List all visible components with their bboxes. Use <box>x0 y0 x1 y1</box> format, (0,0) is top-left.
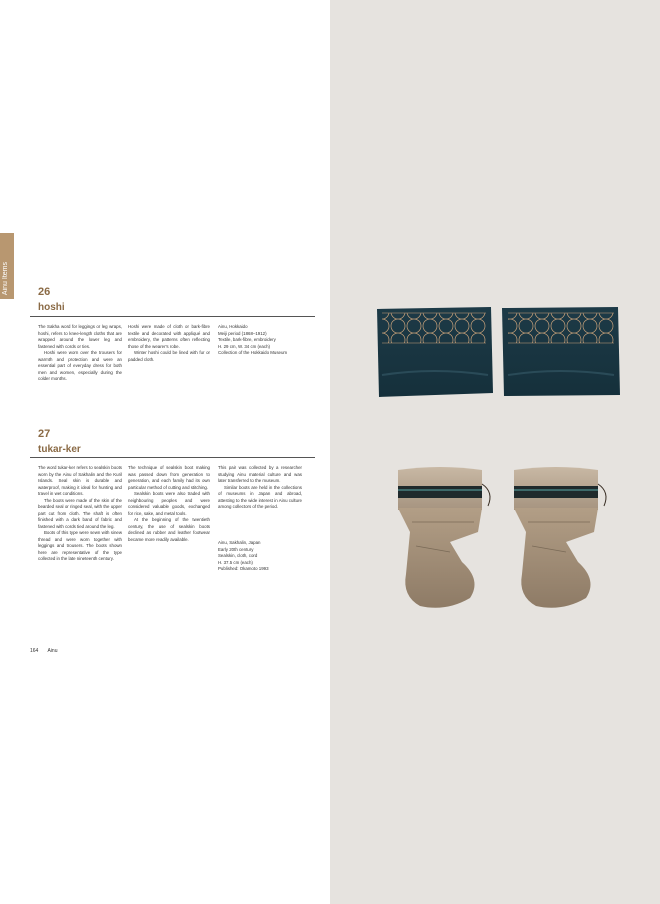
section-tab <box>0 233 14 299</box>
paragraph: Sealskin boots were also traded with neighbouring peoples and were considered valuable goods, exchanged for rice, sake, and metal tools. <box>128 491 210 516</box>
entry-26-text-col-1 <box>38 324 122 404</box>
section-tab-label: Ainu Items <box>2 261 9 295</box>
caption-line: Ainu, Hokkaido <box>218 324 248 329</box>
paragraph: This pair was collected by a researcher studying Ainu material culture and was later transferred to the museum. <box>218 465 302 483</box>
paragraph: The boots were made of the skin of the bearded seal or ringed seal, with the upper part cut from cloth. The shaft is often finished with a dark band of fabric and fastened with cords tied around the leg. <box>38 497 122 529</box>
paragraph: The technique of sealskin boot making was passed down from generation to generation, and each family had its own particular method of cutting and stitching. <box>128 465 210 490</box>
caption-line: Textile, bark-fibre, embroidery <box>218 337 276 342</box>
paragraph: Similar boots are held in the collections of museums in Japan and abroad, attesting to the wide interest in Ainu culture among collectors of the period. <box>218 484 302 509</box>
paragraph: The word tukar-ker refers to sealskin boots worn by the Ainu of Sakhalin and the Kuril Islands. Seal skin is durable and waterproof, making it ideal for hunting and travel in wet conditions. <box>38 465 122 496</box>
entry-27-text-col-3 <box>218 465 302 527</box>
entry-27-text-col-2 <box>128 465 210 625</box>
entry-27-title: tukar-ker <box>38 444 81 455</box>
hoshi-leggings-image <box>374 305 624 400</box>
entry-26-rule <box>30 316 315 317</box>
paragraph: Boots of this type were sewn with sinew thread and were worn together with leggings and trousers. The boots shown here are representative of the type collected in the late nineteenth century. <box>38 530 122 561</box>
caption-line: H. 37.5 cm (each) <box>218 559 253 565</box>
paragraph: Hoshi were made of cloth or bark-fibre textile and decorated with appliqué and embroidery, the patterns often reflecting those of the wearer's robe. <box>128 324 210 349</box>
right-page <box>330 0 660 904</box>
entry-27-caption <box>218 540 269 573</box>
caption-line: H. 29 cm, W. 34 cm (each) <box>218 343 270 349</box>
folio <box>30 648 65 654</box>
entry-26-title: hoshi <box>38 302 65 313</box>
caption-line: Early 20th century <box>218 546 254 552</box>
entry-26-text-col-2 <box>128 324 210 404</box>
tukar-ker-boots-image <box>390 462 620 622</box>
paragraph: Hoshi were worn over the trousers for warmth and protection and were an essential part of everyday dress for both men and women, especially during the colder months. <box>38 350 122 381</box>
paragraph: The Sakha word for leggings or leg wraps, hoshi, refers to knee-length cloths that are wrapped around the lower leg and fastened with cords or ties. <box>38 324 122 349</box>
entry-26-caption <box>218 324 287 357</box>
page-number: 164 <box>30 648 39 654</box>
running-section: Ainu <box>47 648 58 654</box>
caption-line: Meiji period (1868–1912) <box>218 330 267 336</box>
caption-line: Published: Okamoto 1993 <box>218 566 269 571</box>
caption-line: Ainu, Sakhalin, Japan <box>218 540 261 545</box>
entry-27-text-col-1 <box>38 465 122 625</box>
entry-26-number: 26 <box>38 286 51 298</box>
paragraph: At the beginning of the twentieth century, the use of sealskin boots declined as rubber and leather footwear became more readily available. <box>128 517 210 542</box>
caption-line: Collection of the Hokkaido Museum <box>218 350 288 355</box>
paragraph: Winter hoshi could be lined with fur or padded cloth. <box>128 350 210 362</box>
caption-line: Sealskin, cloth, cord <box>218 553 258 558</box>
entry-27-number: 27 <box>38 428 51 440</box>
entry-27-rule <box>30 457 315 458</box>
